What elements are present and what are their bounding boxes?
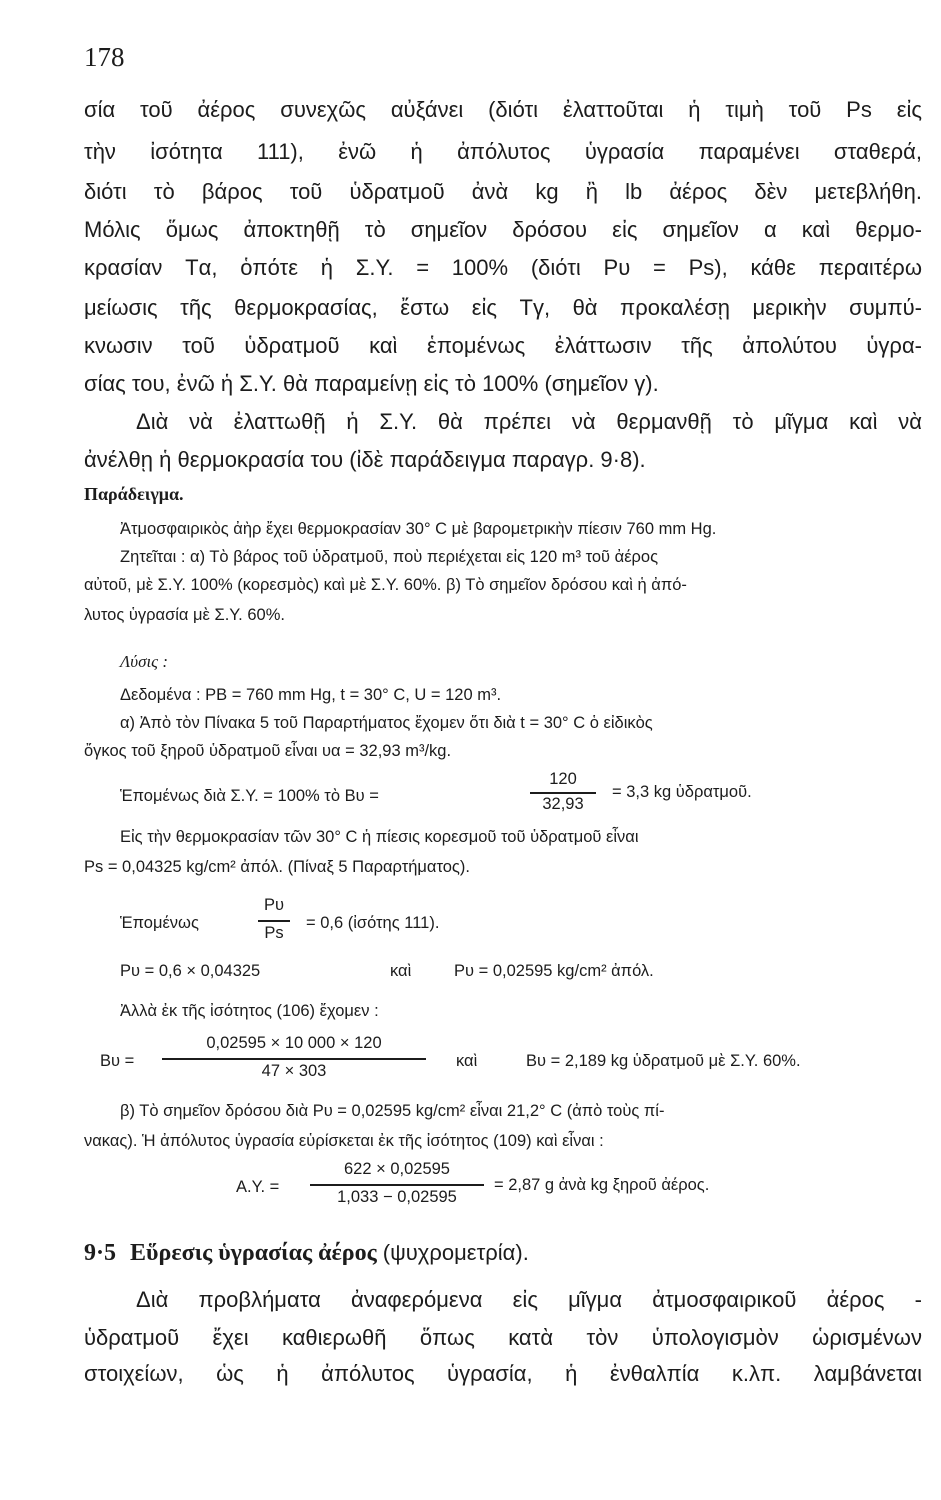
page-number: 178 <box>84 42 125 72</box>
equation-result: = 0,6 (ἰσότης 111). <box>306 914 440 932</box>
pressure-line: Εἰς τὴν θερμοκρασίαν τῶν 30° C ἡ πίεσις κορεσμοῦ τοῦ ὑδρατμοῦ εἶναι <box>120 828 639 846</box>
fraction-numerator: Pυ <box>263 896 285 914</box>
fraction-numerator: 0,02595 × 10 000 × 120 <box>206 1034 382 1052</box>
fraction-bar <box>162 1058 426 1060</box>
example-line: λυτος ὑγρασία μὲ Σ.Υ. 60%. <box>84 606 285 624</box>
equation-prefix: Bυ = <box>100 1052 135 1070</box>
text-line: τὴν ἰσότητα 111), ἐνῶ ἡ ἀπόλυτος ὑγρασία παραμένει σταθερά, <box>84 139 922 164</box>
beta-line: νακας). Ἡ ἀπόλυτος ὑγρασία εὑρίσκεται ἐκ τῆς ἰσότητος (109) καὶ εἶναι : <box>84 1132 604 1150</box>
fraction-denominator: 47 × 303 <box>261 1062 327 1080</box>
text-line: Διὰ νὰ ἐλαττωθῇ ἡ Σ.Υ. θὰ πρέπει νὰ θερμανθῇ τὸ μῖγμα καὶ νὰ <box>136 409 922 434</box>
equation-connector: καὶ <box>456 1052 478 1070</box>
equation-prefix: A.Y. = <box>236 1178 280 1196</box>
example-line: αὐτοῦ, μὲ Σ.Υ. 100% (κορεσμὸς) καὶ μὲ Σ.Υ. 60%. β) Τὸ σημεῖον δρόσου καὶ ἡ ἀπό- <box>84 576 687 594</box>
equation-result: = 2,87 g ἀνὰ kg ξηροῦ ἀέρος. <box>494 1176 710 1194</box>
fraction-bar <box>258 920 290 922</box>
text-line: ὑδρατμοῦ ἔχει καθιερωθῆ ὅπως κατὰ τὸν ὑπολογισμὸν ὡρισμένων <box>84 1325 922 1350</box>
text-line: διότι τὸ βάρος τοῦ ὑδρατμοῦ ἀνὰ kg ἢ lb ἀέρος δὲν μετεβλήθη. <box>84 179 922 204</box>
text-line: Διὰ προβλήματα ἀναφερόμενα εἰς μῖγμα ἀτμοσφαιρικοῦ ἀέρος - <box>136 1287 922 1312</box>
equation-result: Bυ = 2,189 kg ὑδρατμοῦ μὲ Σ.Υ. 60%. <box>526 1052 801 1070</box>
equation-left: Pυ = 0,6 × 0,04325 <box>120 962 261 980</box>
equation-prefix: Ἑπομένως διὰ Σ.Υ. = 100% τὸ Bυ = <box>120 787 379 805</box>
fraction-bar <box>310 1184 484 1186</box>
example-line: Ἀτμοσφαιρικὸς ἀὴρ ἔχει θερμοκρασίαν 30° C μὲ βαρομετρικὴν πίεσιν 760 mm Hg. <box>120 520 717 538</box>
section-heading <box>84 1240 529 1267</box>
equation-relative-humidity <box>120 896 620 956</box>
fraction-denominator: 32,93 <box>542 795 584 813</box>
equation-specific-weight <box>120 770 840 826</box>
text-line: κρασίαν Tα, ὁπότε ἡ Σ.Υ. = 100% (διότι Pυ = Ps), κάθε περαιτέρω <box>84 255 922 280</box>
section-title: Εὕρεσις ὑγρασίας ἀέρος <box>130 1240 377 1266</box>
equation-prefix: Ἑπομένως <box>120 914 199 932</box>
equation-absolute-humidity <box>236 1160 836 1218</box>
alpha-line: α) Ἀπὸ τὸν Πίνακα 5 τοῦ Παραρτήματος ἔχομεν ὅτι διὰ t = 30° C ὁ εἰδικὸς <box>120 714 653 732</box>
example-line: Ζητεῖται : α) Τὸ βάρος τοῦ ὑδρατμοῦ, ποὺ περιέχεται εἰς 120 m³ τοῦ ἀέρος <box>120 548 659 566</box>
alpha-line: ὄγκος τοῦ ξηροῦ ὑδρατμοῦ εἶναι υα = 32,93 m³/kg. <box>84 742 452 760</box>
fraction-numerator: 120 <box>549 770 577 788</box>
pressure-line: Ps = 0,04325 kg/cm² ἀπόλ. (Πίναξ 5 Παραρτήματος). <box>84 858 470 876</box>
equation-connector: καὶ <box>390 962 412 980</box>
equation-intro: Ἀλλὰ ἐκ τῆς ἰσότητος (106) ἔχομεν : <box>120 1002 379 1020</box>
given-line: Δεδομένα : PB = 760 mm Hg, t = 30° C, U = 120 m³. <box>120 686 502 704</box>
solution-label: Λύσις : <box>120 652 168 671</box>
section-subtitle: (ψυχρομετρία). <box>382 1240 529 1265</box>
text-line: κνωσιν τοῦ ὑδρατμοῦ καὶ ἑπομένως ἐλάττωσιν τῆς ἀπολύτου ὑγρα- <box>84 333 922 358</box>
text-line: στοιχείων, ὡς ἡ ἀπόλυτος ὑγρασία, ἡ ἐνθαλπία κ.λπ. λαμβάνεται <box>84 1361 922 1386</box>
text-line: μείωσις τῆς θερμοκρασίας, ἔστω εἰς Tγ, θὰ προκαλέσῃ μερικὴν συμπύ- <box>84 295 922 320</box>
example-heading: Παράδειγμα. <box>84 484 184 504</box>
text-line: σία τοῦ ἀέρος συνεχῶς αὐξάνει (διότι ἐλαττοῦται ἡ τιμὴ τοῦ Ps εἰς <box>84 97 922 122</box>
fraction-denominator: Ps <box>264 924 284 942</box>
fraction-numerator: 622 × 0,02595 <box>344 1160 450 1178</box>
fraction-denominator: 1,033 − 0,02595 <box>337 1188 457 1206</box>
text-line: ἀνέλθῃ ἡ θερμοκρασία του (ἰδὲ παράδειγμα παραγρ. 9·8). <box>84 447 646 472</box>
equation-right: Pυ = 0,02595 kg/cm² ἀπόλ. <box>454 962 654 980</box>
fraction-bar <box>530 792 596 794</box>
equation-vapor-weight <box>100 1034 924 1092</box>
equation-result: = 3,3 kg ὑδρατμοῦ. <box>612 783 752 801</box>
equation-vapor-pressure <box>120 962 860 988</box>
text-line: Μόλις ὅμως ἀποκτηθῇ τὸ σημεῖον δρόσου εἰς σημεῖον α καὶ θερμο- <box>84 217 922 242</box>
text-line: σίας του, ἐνῶ ἡ Σ.Υ. θὰ παραμείνῃ εἰς τὸ 100% (σημεῖον γ). <box>84 371 659 396</box>
section-number: 9·5 <box>84 1240 117 1266</box>
beta-line: β) Τὸ σημεῖον δρόσου διὰ Pυ = 0,02595 kg/cm² εἶναι 21,2° C (ἀπὸ τοὺς πί- <box>120 1102 665 1120</box>
